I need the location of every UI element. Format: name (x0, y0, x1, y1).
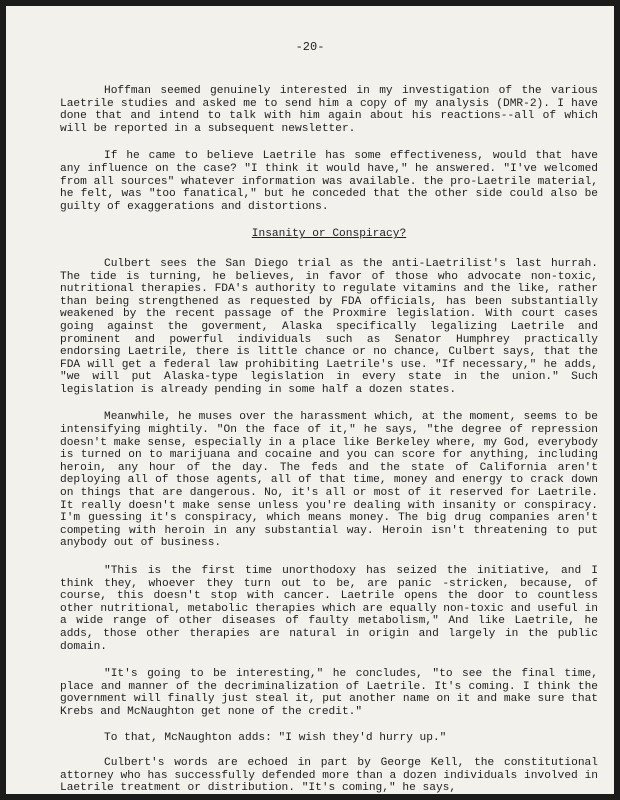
paragraph-san-diego-trial: Culbert sees the San Diego trial as the anti-Laetrilist's last hurrah. The tide is turning, he believes, in favor of those who advocate non-toxic, nutritional therapies. FDA's authority to regulate vitamins and the like, rather than being strengthened as requested by FDA officials, has been substantially weakened by the recent passage of the Proxmire legislation. With court cases going against the goverment, Alaska specifically legalizing Laetrile and prominent and powerful individuals such as Senator Humphrey practically endorsing Laetrile, there is little chance or no chance, Culbert says, that the FDA will get a federal law prohibiting Laetrile's use. "If necessary," he adds, "we will put Alaska-type legislation in every state in the union." Such legislation is already pending in some half a dozen states. (60, 257, 598, 396)
page-number: -20- (295, 40, 325, 54)
paragraph-george-kell: Culbert's words are echoed in part by George Kell, the constitutional attorney who has successfully defended more than a dozen individuals involved in Laetrile treatment or distribution. "It's coming," he says, (60, 757, 598, 794)
paragraph-mcnaughton-quote: To that, McNaughton adds: "I wish they'd hurry up." (104, 731, 447, 744)
section-heading: Insanity or Conspiracy? (251, 228, 407, 241)
document-page (6, 6, 614, 794)
paragraph-harassment: Meanwhile, he muses over the harassment which, at the moment, seems to be intensifying mightily. "On the face of it," he says, "the degree of repression doesn't make sense, especially in a place like Berkeley where, my God, everybody is turned on to marijuana and cocaine and you can score for anything, including heroin, any hour of the day. The feds and the state of California aren't deploying all of those agents, all of that time, money and energy to crack down on things that are dangerous. No, it's all or most of it reserved for Laetrile. It really doesn't make sense unless you're dealing with insanity or conspiracy. I'm guessing it's conspiracy, which means money. The big drug companies aren't competing with heroin in any substantial way. Heroin isn't threatening to put anybody out of business. (60, 411, 598, 550)
body-text (60, 85, 598, 794)
paragraph-hoffman-interest: Hoffman seemed genuinely interested in my investigation of the various Laetrile studies and asked me to send him a copy of my analysis (DMR-2). I have done that and intend to talk with him again about his reactions--all of which will be reported in a subsequent newsletter. (60, 85, 598, 135)
paragraph-unorthodoxy: "This is the first time unorthodoxy has seized the initiative, and I think they, whoever they turn out to be, are panic -stricken, because, of course, this doesn't stop with cancer. Laetrile opens the door to countless other nutritional, metabolic therapies which are equally non-toxic and useful in a wide range of other diseases of faulty metabolism," And like Laetrile, he adds, those other therapies are natural in origin and largely in the public domain. (60, 565, 598, 653)
paragraph-decriminalization: "It's going to be interesting," he concludes, "to see the final time, place and manner of the decriminalization of Laetrile. It's coming. I think the government will finally just steal it, put another name on it and make sure that Krebs and McNaughton get none of the credit." (60, 668, 598, 718)
paragraph-effectiveness-question: If he came to believe Laetrile has some effectiveness, would that have any influence on the case? "I think it would have," he answered. "I've welcomed from all sources" whatever information was available. the pro-Laetrile material, he felt, was "too fanatical," but he conceded that the other side could also be guilty of exaggerations and distortions. (60, 150, 598, 213)
